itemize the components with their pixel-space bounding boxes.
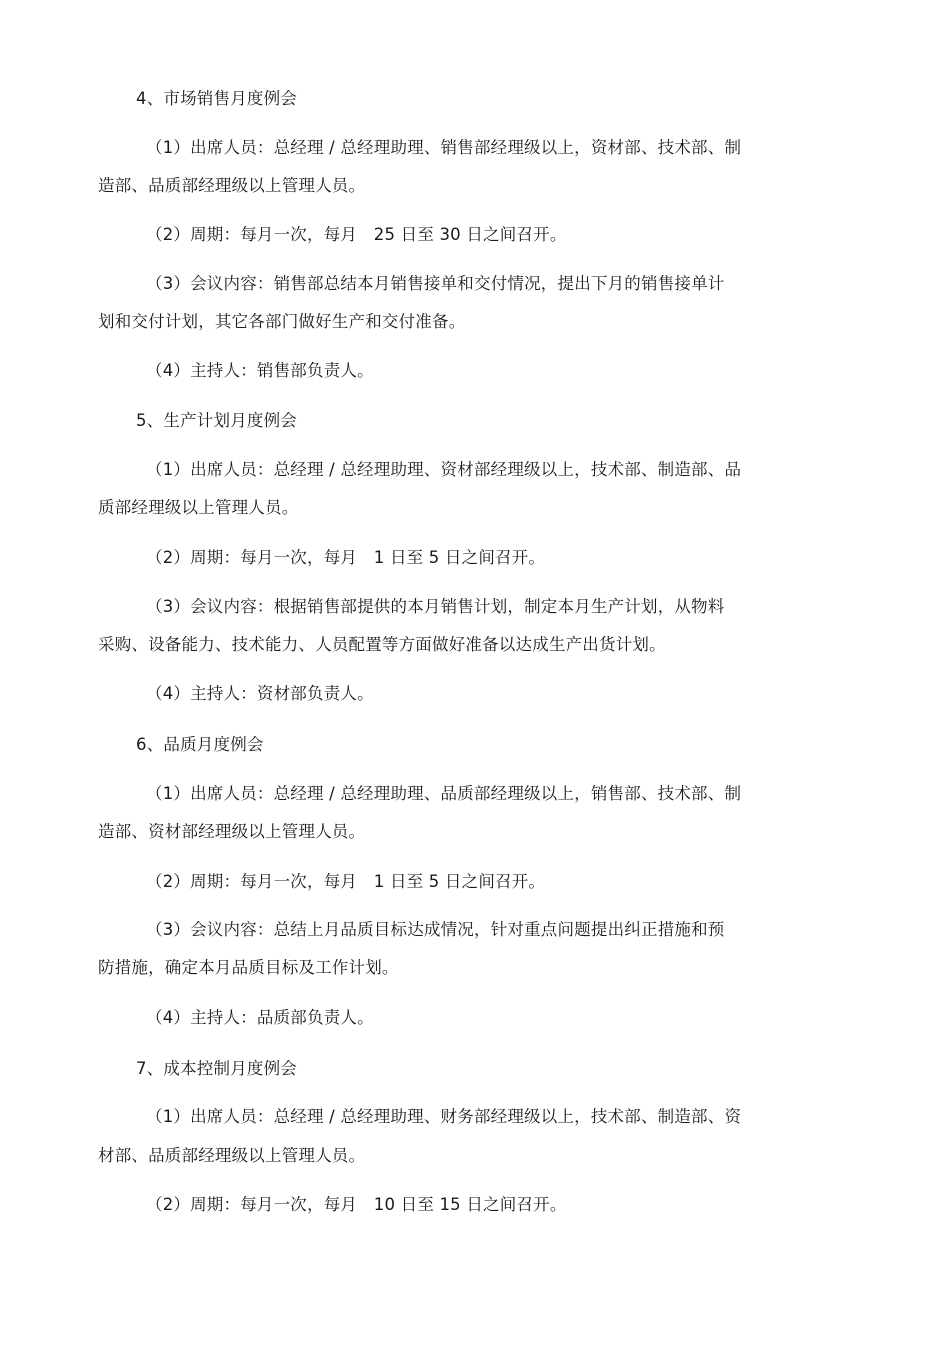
item-attendees-line-2: 造部、资材部经理级以上管理人员。 xyxy=(98,822,366,841)
item-attendees-line-1: （1）出席人员：总经理 / 总经理助理、资材部经理级以上，技术部、制造部、品 xyxy=(146,460,742,479)
section-heading-4: 4、市场销售月度例会 xyxy=(136,89,297,108)
item-host: （4）主持人：品质部负责人。 xyxy=(146,1008,374,1027)
item-content-line-2: 划和交付计划，其它各部门做好生产和交付准备。 xyxy=(98,312,466,331)
section-heading-5: 5、生产计划月度例会 xyxy=(136,411,297,430)
item-attendees-line-1: （1）出席人员：总经理 / 总经理助理、销售部经理级以上，资材部、技术部、制 xyxy=(146,138,742,157)
item-period: （2）周期：每月一次，每月 25 日至 30 日之间召开。 xyxy=(146,225,567,244)
item-period: （2）周期：每月一次，每月 10 日至 15 日之间召开。 xyxy=(146,1195,567,1214)
item-host: （4）主持人：销售部负责人。 xyxy=(146,361,374,380)
item-content-line-1: （3）会议内容：总结上月品质目标达成情况，针对重点问题提出纠正措施和预 xyxy=(146,920,725,939)
item-content-line-1: （3）会议内容：根据销售部提供的本月销售计划，制定本月生产计划，从物料 xyxy=(146,597,725,616)
item-attendees-line-1: （1）出席人员：总经理 / 总经理助理、品质部经理级以上，销售部、技术部、制 xyxy=(146,784,742,803)
item-host: （4）主持人：资材部负责人。 xyxy=(146,684,374,703)
item-period: （2）周期：每月一次，每月 1 日至 5 日之间召开。 xyxy=(146,548,546,567)
item-attendees-line-1: （1）出席人员：总经理 / 总经理助理、财务部经理级以上，技术部、制造部、资 xyxy=(146,1107,742,1126)
item-period: （2）周期：每月一次，每月 1 日至 5 日之间召开。 xyxy=(146,872,546,891)
item-content-line-2: 防措施，确定本月品质目标及工作计划。 xyxy=(98,958,399,977)
section-heading-6: 6、品质月度例会 xyxy=(136,735,264,754)
item-content-line-1: （3）会议内容：销售部总结本月销售接单和交付情况，提出下月的销售接单计 xyxy=(146,274,725,293)
item-attendees-line-2: 质部经理级以上管理人员。 xyxy=(98,498,299,517)
item-attendees-line-2: 材部、品质部经理级以上管理人员。 xyxy=(98,1146,366,1165)
section-heading-7: 7、成本控制月度例会 xyxy=(136,1059,297,1078)
item-attendees-line-2: 造部、品质部经理级以上管理人员。 xyxy=(98,176,366,195)
item-content-line-2: 采购、设备能力、技术能力、人员配置等方面做好准备以达成生产出货计划。 xyxy=(98,635,666,654)
